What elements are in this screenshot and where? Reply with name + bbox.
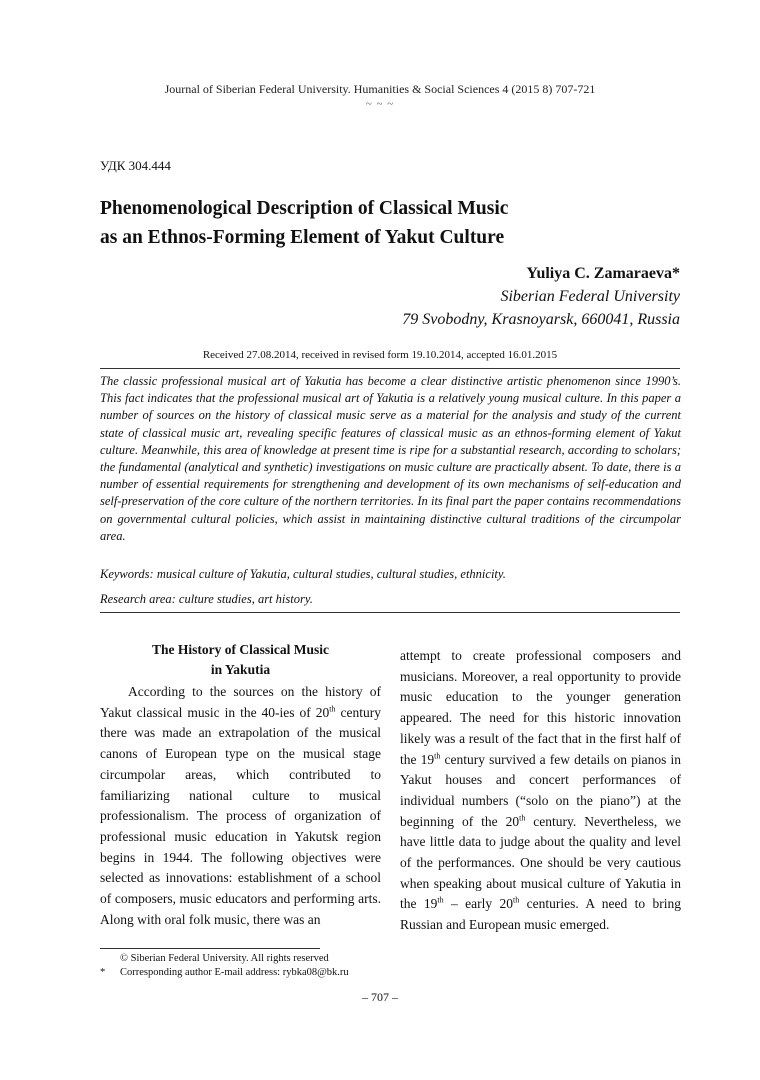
right-column-paragraph (400, 646, 681, 936)
left-column-paragraph (100, 682, 381, 930)
footnote-corresponding (100, 966, 349, 980)
left-column (100, 640, 381, 930)
abstract: The classic professional musical art of Yakutia has become a clear distinctive artistic phenomenon since 1990’s. This fact indicates that the professional musical art of Yakutia is a relatively young musical culture. In this paper a number of sources on the history of classical music serve as a material for the analysis and study of the current state of classical music art, revealing specific features of classical music as an ethnos-forming element of Yakut culture. Meanwhile, this area of knowledge at present time is ripe for a substantial research, according to scholars; the fundamental (analytical and synthetic) investigations on music culture are practically absent. To date, there is a number of essential requirements for strengthening and development of its own mechanisms of self-education and self-preservation of the core culture of the northern territories. In its final part the paper contains recommendations on governmental cultural policies, which assist in maintaining distinctive cultural traditions of the circumpolar area. (100, 374, 681, 543)
journal-header: Journal of Siberian Federal University. Humanities & Social Sciences 4 (2015 8) 707-721 (164, 82, 596, 96)
right-sup-3: th (437, 895, 444, 905)
left-sup: th (329, 704, 336, 714)
author-name: Yuliya C. Zamaraeva* (526, 265, 680, 282)
corresponding-text: Corresponding author E-mail address: rybka08@bk.ru (120, 967, 349, 978)
udk-code: УДК 304.444 (100, 158, 171, 173)
author-affiliation: Siberian Federal University (500, 288, 680, 305)
header-ornament: ~ ~ ~ (365, 98, 395, 110)
section-heading (100, 640, 381, 680)
author-address: 79 Svobodny, Krasnoyarsk, 660041, Russia (402, 311, 680, 328)
left-text-a: According to the sources on the history of Yakut classical music in the 40-ies of 20 (100, 684, 381, 720)
section-heading-line-2: in Yakutia (210, 662, 271, 677)
left-text-b: century there was made an extrapolation of the musical canons of European type on the musical stage circumpolar areas, which contributed to familiarizing national culture to musical professionalism. The process of organization of professional music education in Yakutsk region begins in 1944. The following objectives were selected as innovations: establishment of a school of composers, music educators and performing arts. Along with oral folk music, there was an (100, 704, 381, 927)
footnote-star: * (100, 967, 106, 978)
right-text-d: – early 20 (443, 896, 514, 912)
received-dates: Received 27.08.2014, received in revised form 19.10.2014, accepted 16.01.2015 (202, 349, 558, 361)
copyright-text: © Siberian Federal University. All rights reserved (120, 953, 329, 964)
title-line-2: as an Ethnos-Forming Element of Yakut Culture (100, 227, 505, 248)
footnote-copyright (100, 952, 329, 966)
paper-title (100, 194, 660, 252)
author-block (402, 262, 680, 331)
title-line-1: Phenomenological Description of Classical Music (100, 198, 509, 219)
right-text-c: century. Nevertheless, we have little data to judge about the quality and level of the performances. One should be very cautious when speaking about musical culture of Yakutia in the 19 (400, 813, 681, 912)
abstract-top-rule (100, 368, 680, 369)
right-sup-2: th (519, 813, 526, 823)
abstract-bottom-rule (100, 612, 680, 613)
right-sup-4: th (513, 895, 520, 905)
footnote-rule (100, 948, 320, 949)
right-column (400, 646, 681, 936)
research-area: Research area: culture studies, art history. (100, 592, 313, 606)
page-number: – 707 – (362, 990, 398, 1004)
right-text-b: century survived a few details on pianos in Yakut houses and concert performances of individual numbers (“solo on the piano”) at the beginning of the 20 (400, 751, 681, 829)
section-heading-line-1: The History of Classical Music (152, 642, 329, 657)
right-text-a: attempt to create professional composers and musicians. Moreover, a real opportunity to provide music education to the younger generation appeared. The need for this historic innovation likely was a result of the fact that in the first half of the 19 (400, 648, 681, 767)
keywords: Keywords: musical culture of Yakutia, cultural studies, cultural studies, ethnicity. (100, 567, 506, 581)
right-text-e: centuries. A need to bring Russian and European music emerged. (400, 896, 682, 933)
right-sup-1: th (434, 751, 441, 761)
